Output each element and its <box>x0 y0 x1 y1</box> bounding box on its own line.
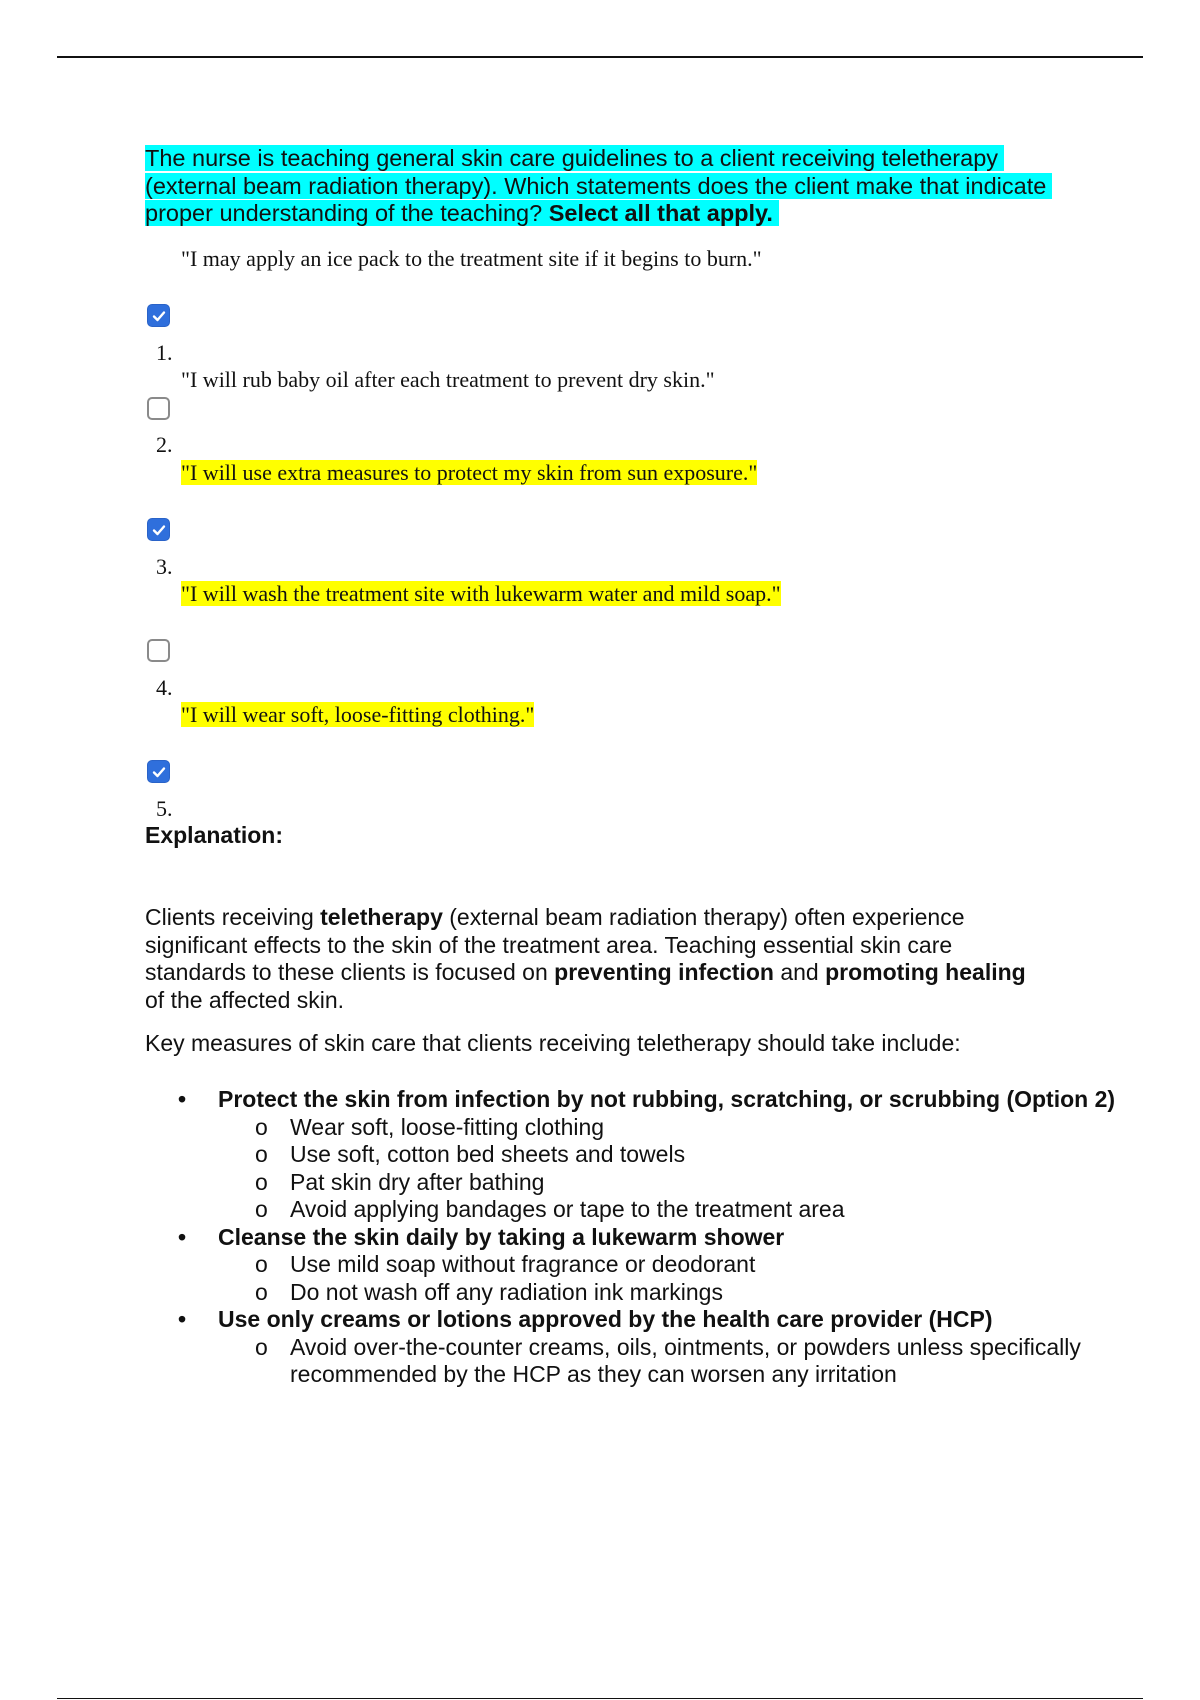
sub-list-item-text: Use mild soap without fragrance or deodorant <box>290 1251 756 1277</box>
sub-bullet-icon: o <box>255 1251 268 1277</box>
explanation-paragraph-2: Key measures of skin care that clients receiving teletherapy should take include: <box>145 1030 961 1056</box>
option-3-text <box>181 460 757 486</box>
sub-list-item-text: Pat skin dry after bathing <box>290 1168 545 1195</box>
para1-text-a: Clients receiving <box>145 904 321 930</box>
list-item-title: Use only creams or lotions approved by the health care provider (HCP) <box>218 1306 993 1332</box>
question-stem <box>145 145 1095 228</box>
checkmark-icon <box>151 764 167 780</box>
sub-bullet-icon: o <box>255 1141 268 1167</box>
explanation-heading: Explanation: <box>145 822 284 848</box>
question-highlight <box>145 145 1052 226</box>
para1-bold-teletherapy: teletherapy <box>320 904 443 930</box>
select-all-emphasis: Select all that apply <box>548 200 767 226</box>
sub-list-item-text: Use soft, cotton bed sheets and towels <box>290 1141 686 1167</box>
sub-list-item-text: Avoid over-the-counter creams, oils, ointments, or powders unless specifically recommended by the HCP as they can worsen any irritation <box>290 1333 1081 1387</box>
para1-bold-promoting-healing: promoting healing <box>825 959 1026 985</box>
bullet-icon: • <box>178 1223 187 1250</box>
para1-bold-preventing-infection: preventing infection <box>554 959 774 985</box>
option-1-number: 1. <box>156 340 173 365</box>
sub-list-item-text: Avoid applying bandages or tape to the treatment area <box>290 1196 845 1222</box>
top-rule <box>57 56 1143 58</box>
sub-list-item <box>145 1141 1145 1169</box>
bullet-icon: • <box>178 1086 187 1112</box>
option-5-text <box>181 702 534 728</box>
option-5-checkbox[interactable] <box>147 760 170 783</box>
option-3-number: 3. <box>156 554 173 579</box>
list-item <box>145 1306 1145 1334</box>
sub-list-item <box>145 1196 1145 1224</box>
option-1-checkbox[interactable] <box>147 304 170 327</box>
para1-text-c: (external beam radiation therapy) often experience significant effects to the skin of the treatment area. Teaching essential skin care standards to these clients is focused on <box>145 904 965 985</box>
checkmark-icon <box>151 522 167 538</box>
sub-list-item <box>145 1279 1145 1307</box>
sub-bullet-icon: o <box>255 1113 268 1140</box>
option-1-text <box>181 246 762 272</box>
skin-care-measures-list <box>145 1086 1145 1389</box>
list-item <box>145 1224 1145 1252</box>
sub-list-item <box>145 1334 1145 1389</box>
option-2-text <box>181 367 715 393</box>
option-2-label: "I will rub baby oil after each treatment to prevent dry skin." <box>181 367 715 392</box>
list-item-title: Protect the skin from infection by not rubbing, scratching, or scrubbing (Option 2) <box>218 1086 1116 1112</box>
question-text: The nurse is teaching general skin care guidelines to a client receiving teletherapy (external beam radiation therapy). Which statements does the client make that indicate proper understanding of the teaching? <box>145 145 1047 226</box>
checkmark-icon <box>151 308 167 324</box>
option-2-checkbox[interactable] <box>147 397 170 420</box>
sub-bullet-icon: o <box>255 1333 268 1360</box>
bullet-icon: • <box>178 1306 187 1332</box>
list-item-title: Cleanse the skin daily by taking a lukewarm shower <box>218 1223 785 1250</box>
list-item <box>145 1086 1145 1114</box>
option-3-label: "I will use extra measures to protect my skin from sun exposure." <box>181 460 758 485</box>
para1-text-g: of the affected skin. <box>145 986 345 1013</box>
sub-list-item <box>145 1169 1145 1197</box>
option-5-number: 5. <box>156 796 173 821</box>
sub-list-item <box>145 1251 1145 1279</box>
sub-list-item <box>145 1114 1145 1142</box>
option-4-checkbox[interactable] <box>147 639 170 662</box>
sub-bullet-icon: o <box>255 1196 268 1222</box>
sub-bullet-icon: o <box>255 1278 268 1305</box>
option-4-label: "I will wash the treatment site with lukewarm water and mild soap." <box>181 581 781 606</box>
option-3-checkbox[interactable] <box>147 518 170 541</box>
para1-text-e: and <box>773 959 826 985</box>
question-period: . <box>766 200 773 226</box>
option-4-text <box>181 581 781 607</box>
sub-list-item-text: Do not wash off any radiation ink markings <box>290 1278 723 1305</box>
option-4-number: 4. <box>156 675 173 700</box>
explanation-paragraph-1 <box>145 904 1045 1014</box>
option-1-label: "I may apply an ice pack to the treatment site if it begins to burn." <box>181 246 762 271</box>
bottom-rule <box>57 1698 1143 1699</box>
sub-bullet-icon: o <box>255 1168 268 1195</box>
sub-list-item-text: Wear soft, loose-fitting clothing <box>290 1113 605 1140</box>
option-5-label: "I will wear soft, loose-fitting clothing." <box>181 702 535 727</box>
option-2-number: 2. <box>156 432 173 457</box>
